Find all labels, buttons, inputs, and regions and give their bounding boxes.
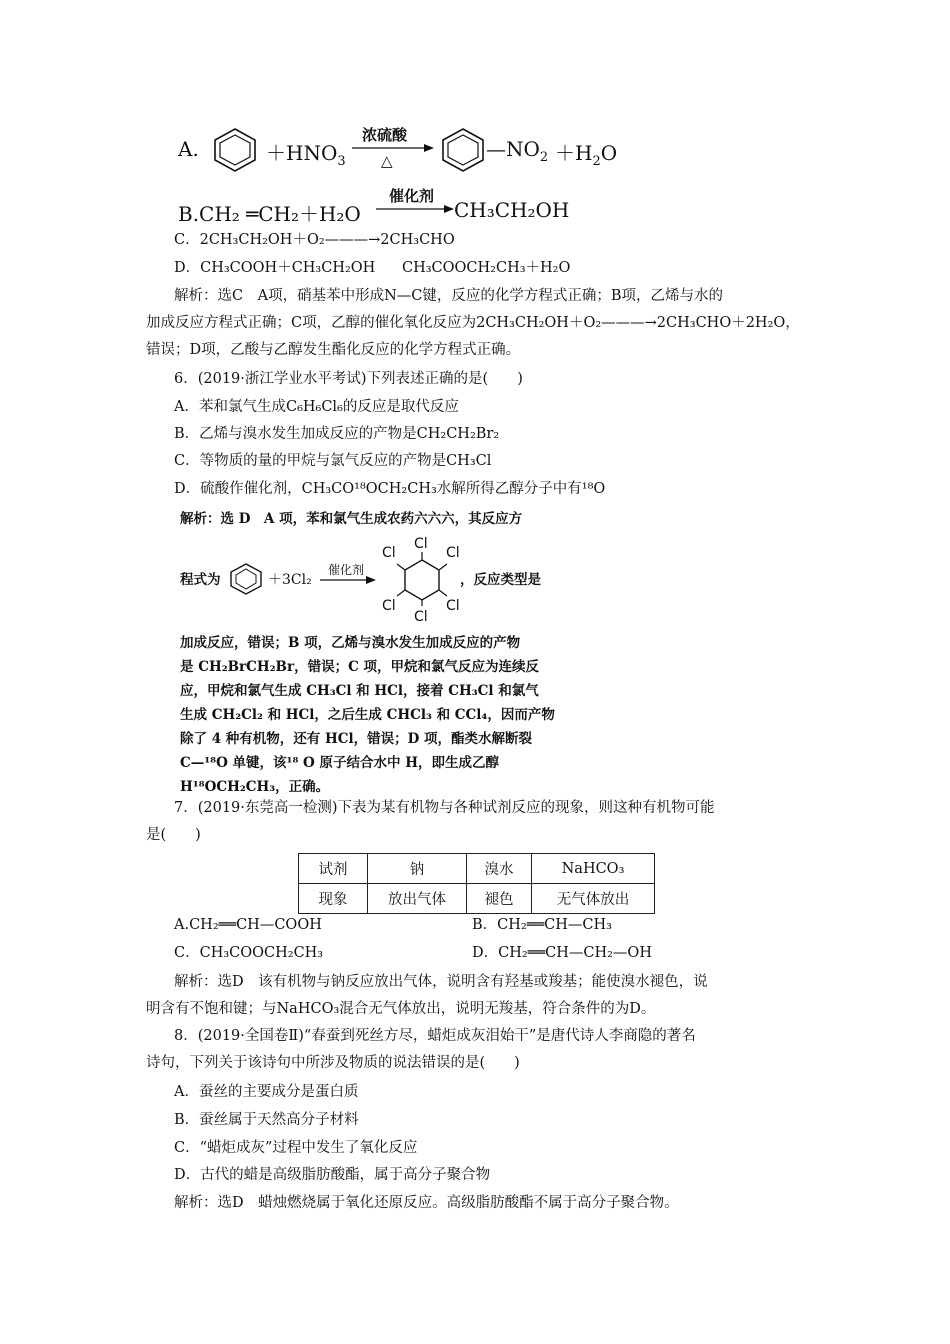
q8-explanation-line: 解析：选D 蜡烛燃烧属于氧化还原反应。高级脂肪酸酯不属于高分子聚合物。 — [174, 1195, 679, 1211]
eq-a-reagent: $+HNO_3$ — [266, 141, 346, 169]
q8-stem: 8．(2019·全国卷Ⅱ)“春蚕到死丝方尽，蜡炬成灰泪始干”是唐代诗人李商隐的著名 — [174, 1028, 696, 1044]
eq-a-water: $+H_2O$ — [555, 141, 618, 169]
eq-a-condition-top: 浓硫酸 — [362, 126, 408, 144]
q6-eq-reagent: ＋3Cl₂ — [268, 572, 312, 588]
observation-table — [298, 853, 655, 914]
table-cell: 无气体放出 — [532, 884, 655, 914]
benzene-ring-icon — [210, 126, 260, 172]
eq-b-product: CH₃CH₂OH — [454, 198, 570, 222]
table-cell: 试剂 — [299, 854, 368, 884]
chlorine-label: Cl — [382, 545, 396, 561]
table-cell: 溴水 — [467, 854, 532, 884]
q6-option-b: B．乙烯与溴水发生加成反应的产物是CH₂CH₂Br₂ — [174, 426, 500, 442]
reaction-arrow-icon — [376, 203, 454, 215]
chlorine-label: Cl — [414, 609, 428, 625]
chlorine-label: Cl — [446, 598, 460, 614]
table-row — [299, 854, 655, 884]
table-cell: 现象 — [299, 884, 368, 914]
q6-explanation-line: 生成 CH₂Cl₂ 和 HCl，之后生成 CHCl₃ 和 CCl₄，因而产物 — [180, 707, 555, 723]
q6-option-c: C．等物质的量的甲烷与氯气反应的产物是CH₃Cl — [174, 453, 492, 469]
q7-stem: 7．(2019·东莞高一检测)下表为某有机物与各种试剂反应的现象，则这种有机物可能 — [174, 800, 715, 816]
chlorine-label: Cl — [446, 545, 460, 561]
benzene-ring-icon — [438, 126, 488, 172]
q6-option-d: D．硫酸作催化剂，CH₃CO¹⁸OCH₂CH₃水解所得乙醇分子中有¹⁸O — [174, 481, 606, 497]
q8-option-d: D．古代的蜡是高级脂肪酸酯，属于高分子聚合物 — [174, 1167, 491, 1183]
chlorine-label: Cl — [414, 536, 428, 552]
eq-a-condition-bottom: △ — [381, 152, 393, 170]
table-row — [299, 884, 655, 914]
q6-option-a: A．苯和氯气生成C₆H₆Cl₆的反应是取代反应 — [174, 399, 459, 415]
reaction-arrow-icon — [352, 142, 434, 154]
q6-explanation-line: 加成反应，错误；B 项，乙烯与溴水发生加成反应的产物 — [180, 635, 521, 651]
table-cell: 钠 — [368, 854, 467, 884]
q8-option-c: C．“蜡炬成灰”过程中发生了氧化反应 — [174, 1140, 418, 1156]
q5-option-d-right: CH₃COOCH₂CH₃＋H₂O — [402, 260, 571, 276]
q6-eq-prefix: 程式为 — [180, 572, 221, 588]
q7-explanation-line: 明含有不饱和键；与NaHCO₃混合无气体放出，说明无羧基，符合条件的为D。 — [146, 1001, 656, 1017]
q6-explanation-line: H¹⁸OCH₂CH₃，正确。 — [180, 779, 330, 795]
q7-stem: 是( ) — [146, 827, 201, 843]
q8-option-b: B．蚕丝属于天然高分子材料 — [174, 1112, 359, 1128]
table-cell: 褪色 — [467, 884, 532, 914]
q5-explanation-line: 加成反应方程式正确；C项，乙醇的催化氧化反应为2CH₃CH₂OH＋O₂———→2CH₃CHO＋2H₂O， — [146, 315, 800, 331]
q7-option-b: B．CH₂══CH—CH₃ — [472, 917, 612, 933]
benzene-ring-icon — [228, 562, 264, 596]
q5-option-d-left: D．CH₃COOH＋CH₃CH₂OH — [174, 260, 376, 276]
eq-b-condition: 催化剂 — [389, 187, 435, 205]
q7-option-a: A.CH₂══CH—COOH — [174, 917, 322, 933]
q6-explanation-line: 应，甲烷和氯气生成 CH₃Cl 和 HCl，接着 CH₃Cl 和氯气 — [180, 683, 539, 699]
reaction-arrow-icon — [320, 575, 376, 585]
table-cell: 放出气体 — [368, 884, 467, 914]
q6-eq-condition: 催化剂 — [328, 563, 365, 577]
eq-a-product: $—NO_2$ — [486, 137, 549, 165]
eq-b-left: B.CH₂ ═CH₂＋H₂O — [178, 202, 361, 226]
eq-a-label: A. — [178, 137, 199, 161]
q6-explanation-line: 解析：选 D A 项，苯和氯气生成农药六六六，其反应方 — [180, 511, 523, 527]
table-cell: NaHCO₃ — [532, 854, 655, 884]
q5-explanation-line: 解析：选C A项，硝基苯中形成N—C键，反应的化学方程式正确；B项，乙烯与水的 — [174, 288, 724, 304]
q6-explanation-line: C—¹⁸O 单键，该¹⁸ O 原子结合水中 H，即生成乙醇 — [180, 755, 499, 771]
q8-stem: 诗句，下列关于该诗句中所涉及物质的说法错误的是( ) — [146, 1055, 520, 1071]
q6-explanation-line: 是 CH₂BrCH₂Br，错误；C 项，甲烷和氯气反应为连续反 — [180, 659, 540, 675]
q7-option-d: D．CH₂══CH—CH₂—OH — [472, 945, 652, 961]
q6-eq-suffix: ，反应类型是 — [460, 572, 541, 588]
q6-explanation-line: 除了 4 种有机物，还有 HCl，错误；D 项，酯类水解断裂 — [180, 731, 533, 747]
chlorine-label: Cl — [382, 598, 396, 614]
q6-stem: 6．(2019·浙江学业水平考试)下列表述正确的是( ) — [174, 371, 523, 387]
q5-explanation-line: 错误；D项，乙酸与乙醇发生酯化反应的化学方程式正确。 — [146, 342, 521, 358]
q8-option-a: A．蚕丝的主要成分是蛋白质 — [174, 1084, 359, 1100]
q7-explanation-line: 解析：选D 该有机物与钠反应放出气体，说明含有羟基或羧基；能使溴水褪色，说 — [174, 974, 708, 990]
q5-option-c: C．2CH₃CH₂OH＋O₂———→2CH₃CHO — [174, 232, 455, 248]
q7-option-c: C．CH₃COOCH₂CH₃ — [174, 945, 324, 961]
